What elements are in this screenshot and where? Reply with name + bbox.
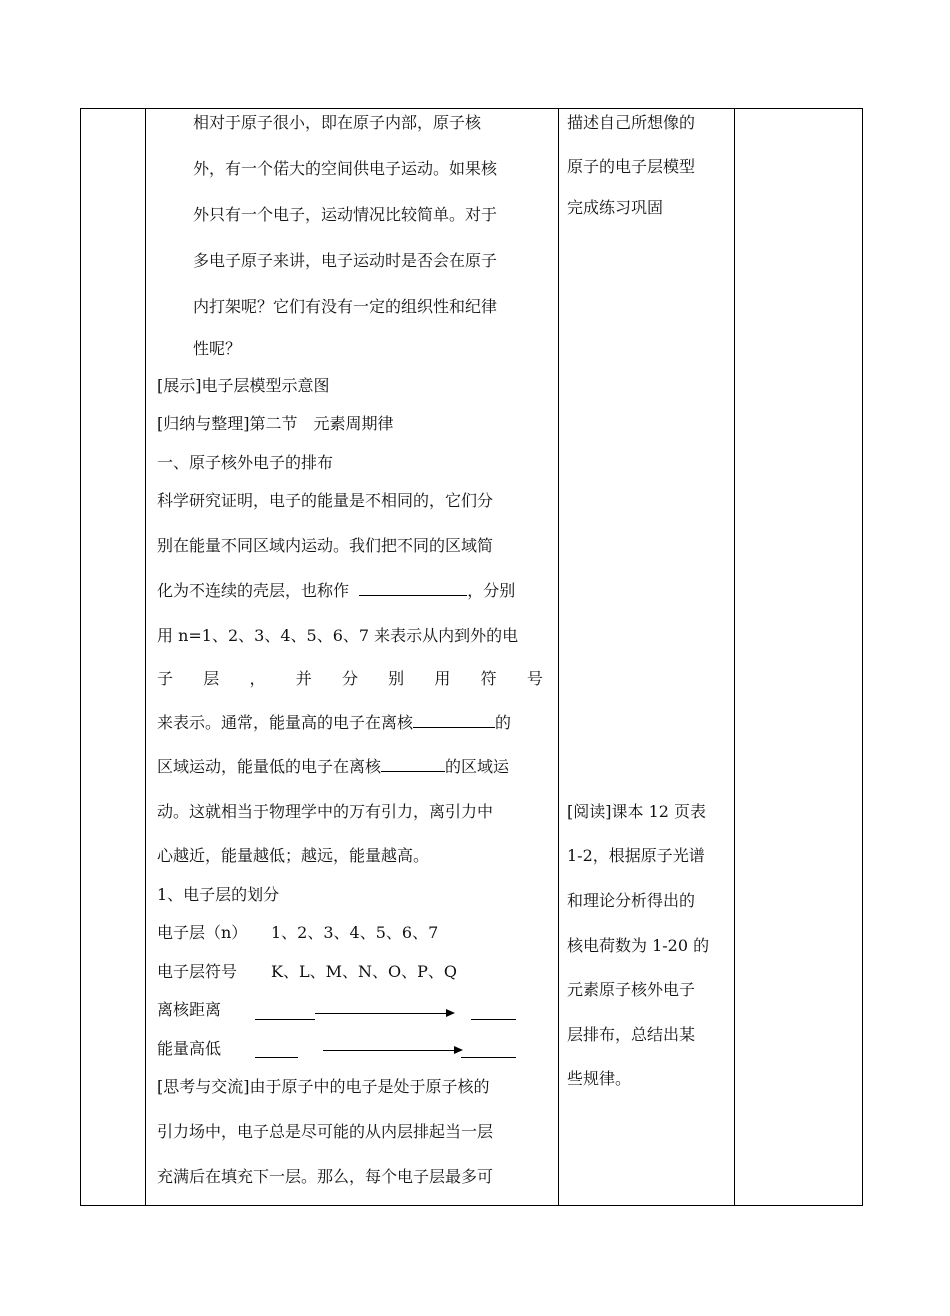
think-line: 充满后在填充下一层。那么，每个电子层最多可 — [157, 1167, 494, 1186]
fill-in-blank[interactable] — [255, 1057, 298, 1058]
layer-number-values: 1、2、3、4、5、6、7 — [271, 923, 439, 942]
intro-line: 多电子原子来讲，电子运动时是否会在原子 — [193, 251, 498, 270]
science-line: 区域运动，能量低的电子在离核 的区域运 — [157, 757, 510, 776]
layer-symbol-label: 电子层符号 — [157, 962, 238, 981]
column-4-cell — [734, 109, 862, 1205]
fill-in-blank[interactable] — [461, 1057, 516, 1058]
intro-line: 外只有一个电子，运动情况比较简单。对于 — [193, 205, 498, 224]
reading-line: 层排布，总结出某 — [567, 1025, 696, 1044]
science-line: 别在能量不同区域内运动。我们把不同的区域简 — [157, 536, 494, 555]
reading-line: 些规律。 — [567, 1069, 632, 1088]
science-line: 心越近，能量越低；越远，能量越高。 — [157, 846, 430, 865]
reading-line: 和理论分析得出的 — [567, 891, 696, 910]
reading-line: 1-2，根据原子光谱 — [567, 846, 705, 865]
science-line: 科学研究证明，电子的能量是不相同的，它们分 — [157, 491, 494, 510]
fill-in-blank[interactable] — [471, 1019, 516, 1020]
activity-line: 描述自己所想像的 — [567, 113, 696, 132]
science-line-justified: 子 层 ， 并 分 别 用 符 号 — [157, 669, 543, 688]
reading-line: 核电荷数为 1-20 的 — [567, 936, 710, 955]
section-heading: 一、原子核外电子的排布 — [157, 453, 334, 472]
fill-in-blank[interactable] — [359, 581, 467, 596]
activity-line: 完成练习巩固 — [567, 198, 664, 217]
think-line: 引力场中，电子总是尽可能的从内层排起当一层 — [157, 1122, 494, 1141]
science-line: 化为不连续的壳层，也称作 ，分别 — [157, 581, 516, 600]
fill-in-blank[interactable] — [413, 713, 495, 728]
item-heading: 1、电子层的划分 — [157, 885, 280, 904]
energy-label: 能量高低 — [157, 1039, 222, 1058]
layer-symbol-values: K、L、M、N、O、P、Q — [271, 962, 457, 981]
science-line: 动。这就相当于物理学中的万有引力，离引力中 — [157, 802, 494, 821]
science-line: 用 n=1、2、3、4、5、6、7 来表示从内到外的电 — [157, 626, 519, 645]
arrow-right-icon — [315, 1013, 453, 1014]
intro-line: 外，有一个偌大的空间供电子运动。如果核 — [193, 159, 498, 178]
student-activity-cell — [558, 109, 734, 1205]
summary-heading: [归纳与整理]第二节 元素周期律 — [157, 414, 394, 433]
distance-label: 离核距离 — [157, 1000, 222, 1019]
intro-line: 性呢？ — [193, 339, 242, 358]
lesson-table — [80, 108, 863, 1206]
activity-line: 原子的电子层模型 — [567, 157, 696, 176]
teaching-content-cell — [145, 109, 558, 1205]
column-1-cell — [81, 109, 145, 1205]
layer-number-label: 电子层（n） — [157, 923, 248, 942]
intro-line: 相对于原子很小，即在原子内部，原子核 — [193, 113, 482, 132]
reading-line: [阅读]课本 12 页表 — [567, 802, 707, 821]
science-line: 来表示。通常，能量高的电子在离核 的 — [157, 713, 512, 732]
think-line: [思考与交流]由于原子中的电子是处于原子核的 — [157, 1077, 490, 1096]
fill-in-blank[interactable] — [381, 757, 445, 772]
intro-line: 内打架呢？它们有没有一定的组织性和纪律 — [193, 297, 498, 316]
reading-line: 元素原子核外电子 — [567, 980, 696, 999]
fill-in-blank[interactable] — [255, 1019, 315, 1020]
show-diagram-note: [展示]电子层模型示意图 — [157, 376, 330, 395]
arrow-right-icon — [323, 1050, 461, 1051]
